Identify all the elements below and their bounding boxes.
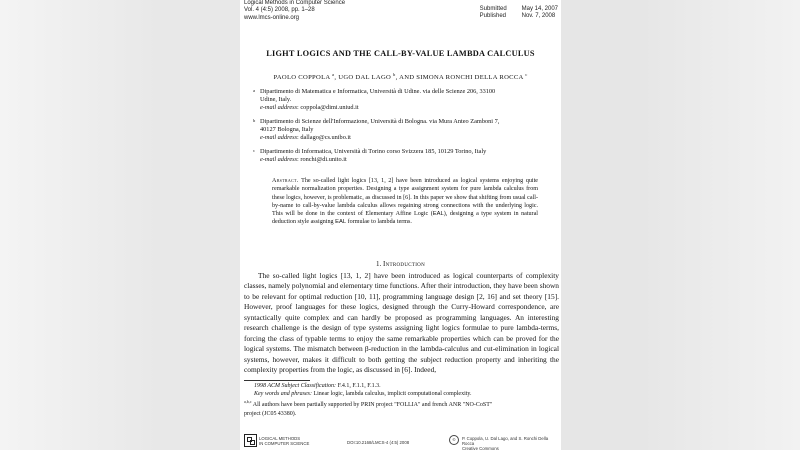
published-label: Published (479, 13, 506, 20)
copyright-icon: © (449, 435, 459, 445)
copyright-line2[interactable]: Creative Commons (461, 445, 499, 450)
published-date: Nov. 7, 2008 (521, 13, 556, 20)
affiliation-b (253, 118, 553, 143)
journal-website[interactable]: www.lmcs-online.org (244, 14, 300, 21)
section-number: 1. (375, 260, 382, 268)
affiliation-c-mark: c (253, 148, 255, 153)
section-title: Introduction (382, 260, 426, 268)
affiliation-a (253, 88, 553, 113)
author-2: UGO DAL LAGO (338, 74, 392, 82)
support-text: All authors have been partially supported by PRIN project "FOLLIA" and french ANR "NO-CoST" (251, 402, 493, 409)
abstract-eal-1: EAL (432, 211, 444, 218)
footer-logo-line1: LOGICAL METHODS (259, 436, 301, 441)
acm-value: F.4.1, F.1.1, F.1.3. (336, 383, 381, 389)
intro-paragraph: The so-called light logics [13, 1, 2] have been introduced as logical counterparts of complexity classes, namely polynomial and elementary time functions. After their introduction, they have been shown to be relevant for optimal reduction [10, 11], programming language design [2, 16] and set theory [15]. However, proof languages for these logics, designed through the Curry-Howard correspondence, are syntactically quite complex and can hardly be proposed as programming languages. An interesting research challenge is the design of type systems assigning light logics formulae to pure lambda-terms, forcing the class of typable terms to enjoy the same remarkable properties which can be proved for the logical systems. The mismatch between β-reduction in the lambda-calculus and cut-elimination in logical systems, however, makes it difficult to both getting the subject reduction property and inheriting the complexity properties from the logic, as discussed in [6]. Indeed, (244, 271, 559, 375)
page-footer (240, 432, 561, 450)
paper-page (240, 0, 561, 450)
footnotes (244, 382, 560, 418)
footer-copyright (449, 435, 561, 450)
affiliation-a-line2: Udine, Italy. (260, 96, 292, 104)
footer-logo-line2: IN COMPUTER SCIENCE (259, 441, 310, 446)
journal-volume: Vol. 4 (4:5) 2008, pp. 1–28 (244, 7, 315, 14)
copyright-line1: P. Coppola, U. Dal Lago, and S. Ronchi Della Rocca (461, 435, 549, 446)
footer-doi[interactable]: DOI:10.2168/LMCS-4 (4:5) 2008 (347, 440, 410, 445)
affiliation-b-email[interactable]: : dallago@cs.unibo.it (297, 134, 351, 142)
affiliation-a-email[interactable]: : coppola@dimi.uniud.it (297, 104, 359, 112)
affiliation-b-line1: Dipartimento di Scienze dell'Informazione, Università di Bologna. via Mura Anteo Zamboni 7, (260, 118, 500, 125)
abstract-part-2: ), designing a type system in natural deduction style assigning (272, 211, 538, 226)
affiliation-a-email-label: e-mail address (260, 104, 298, 112)
author-2-mark: b (393, 72, 396, 77)
author-1-mark: a (332, 72, 335, 77)
affiliation-a-line1: Dipartimento di Matematica e Informatica, Università di Udine. via delle Scienze 206, 33100 (260, 88, 496, 95)
footnote-rule (244, 380, 310, 381)
affiliation-c-line1: Dipartimento di Informatica, Università di Torino corso Svizzera 185, 10129 Torino, Italy (260, 148, 487, 155)
submitted-date: May 14, 2007 (521, 6, 558, 12)
abstract-part-3: formulae to lambda terms. (346, 219, 412, 226)
affiliation-c (253, 148, 553, 164)
affiliation-c-email-label: e-mail address (260, 156, 298, 164)
lmcs-logo-icon (244, 434, 257, 447)
section-heading (240, 260, 561, 268)
journal-header (244, 0, 345, 22)
author-3-mark: c (525, 72, 528, 77)
abstract-label: Abstract. (272, 178, 299, 184)
affiliation-b-line2: 40127 Bologna, Italy (260, 126, 314, 134)
author-list (240, 72, 561, 81)
journal-name: Logical Methods in Computer Science (244, 0, 346, 6)
affiliation-a-mark: a (253, 88, 255, 93)
author-3: SIMONA RONCHI DELLA ROCCA (416, 74, 524, 82)
author-sep-2: , AND (395, 74, 417, 82)
support-mark: a,b,c (244, 399, 252, 405)
acm-label: 1998 ACM Subject Classification: (254, 383, 337, 389)
support-text-2: project (JC05 43380). (244, 410, 297, 417)
body-text (244, 271, 559, 376)
paper-title: LIGHT LOGICS AND THE CALL-BY-VALUE LAMBDA CALCULUS (266, 49, 535, 58)
footer-logo-text (259, 436, 309, 446)
author-sep-1: , (334, 74, 339, 82)
affiliation-b-mark: b (253, 118, 256, 123)
author-1: PAOLO COPPOLA (273, 74, 331, 82)
submitted-label: Submitted (479, 6, 507, 12)
keywords-label: Key words and phrases: (254, 391, 312, 398)
dates-block (480, 6, 558, 21)
abstract-eal-2: EAL (335, 219, 347, 226)
affiliation-b-email-label: e-mail address (260, 134, 298, 142)
keywords-value: Linear logic, lambda calculus, implicit computational complexity. (311, 391, 472, 398)
abstract (272, 177, 538, 227)
affiliation-c-email[interactable]: : ronchi@di.unito.it (297, 156, 347, 164)
abstract-part-1: The so-called light logics [13, 1, 2] have been introduced as logical systems enjoying quite remarkable normalization properties. Designing a type assignment system for pure lambda calculus from these logics, however, is problematic, as discussed in [6]. In this paper we show that shifting from usual call-by-name to call-by-value lambda calculus allows regaining strong connections with the underlying logic. This will be done in the context of Elementary Affine Logic ( (272, 178, 538, 218)
